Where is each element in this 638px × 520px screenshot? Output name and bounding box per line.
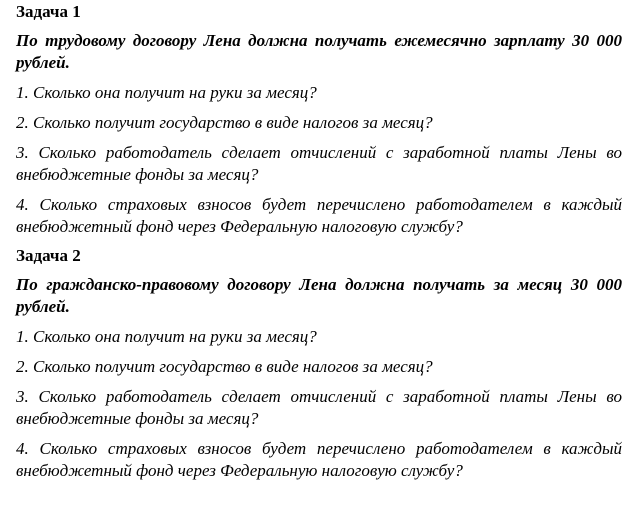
question-1: 1. Сколько она получит на руки за месяц? (16, 327, 317, 346)
question-4: 4. Сколько страховых взносов будет перечислено работодателем в каждый внебюджетный фонд через Федеральную налоговую службу? (16, 195, 622, 236)
task-2 (16, 246, 622, 482)
question-3: 3. Сколько работодатель сделает отчислений с заработной платы Лены во внебюджетные фонды за месяц? (16, 143, 622, 184)
question-4: 4. Сколько страховых взносов будет перечислено работодателем в каждый внебюджетный фонд через Федеральную налоговую службу? (16, 439, 622, 480)
task-intro: По гражданско-правовому договору Лена должна получать за месяц 30 000 рублей. (16, 275, 622, 316)
question-1: 1. Сколько она получит на руки за месяц? (16, 83, 317, 102)
question-2: 2. Сколько получит государство в виде налогов за месяц? (16, 113, 433, 132)
question-2: 2. Сколько получит государство в виде налогов за месяц? (16, 357, 433, 376)
task-1 (16, 2, 622, 238)
task-heading: Задача 1 (16, 2, 81, 21)
task-intro: По трудовому договору Лена должна получать ежемесячно зарплату 30 000 рублей. (16, 31, 622, 72)
task-heading: Задача 2 (16, 246, 81, 265)
question-3: 3. Сколько работодатель сделает отчислений с заработной платы Лены во внебюджетные фонды за месяц? (16, 387, 622, 428)
